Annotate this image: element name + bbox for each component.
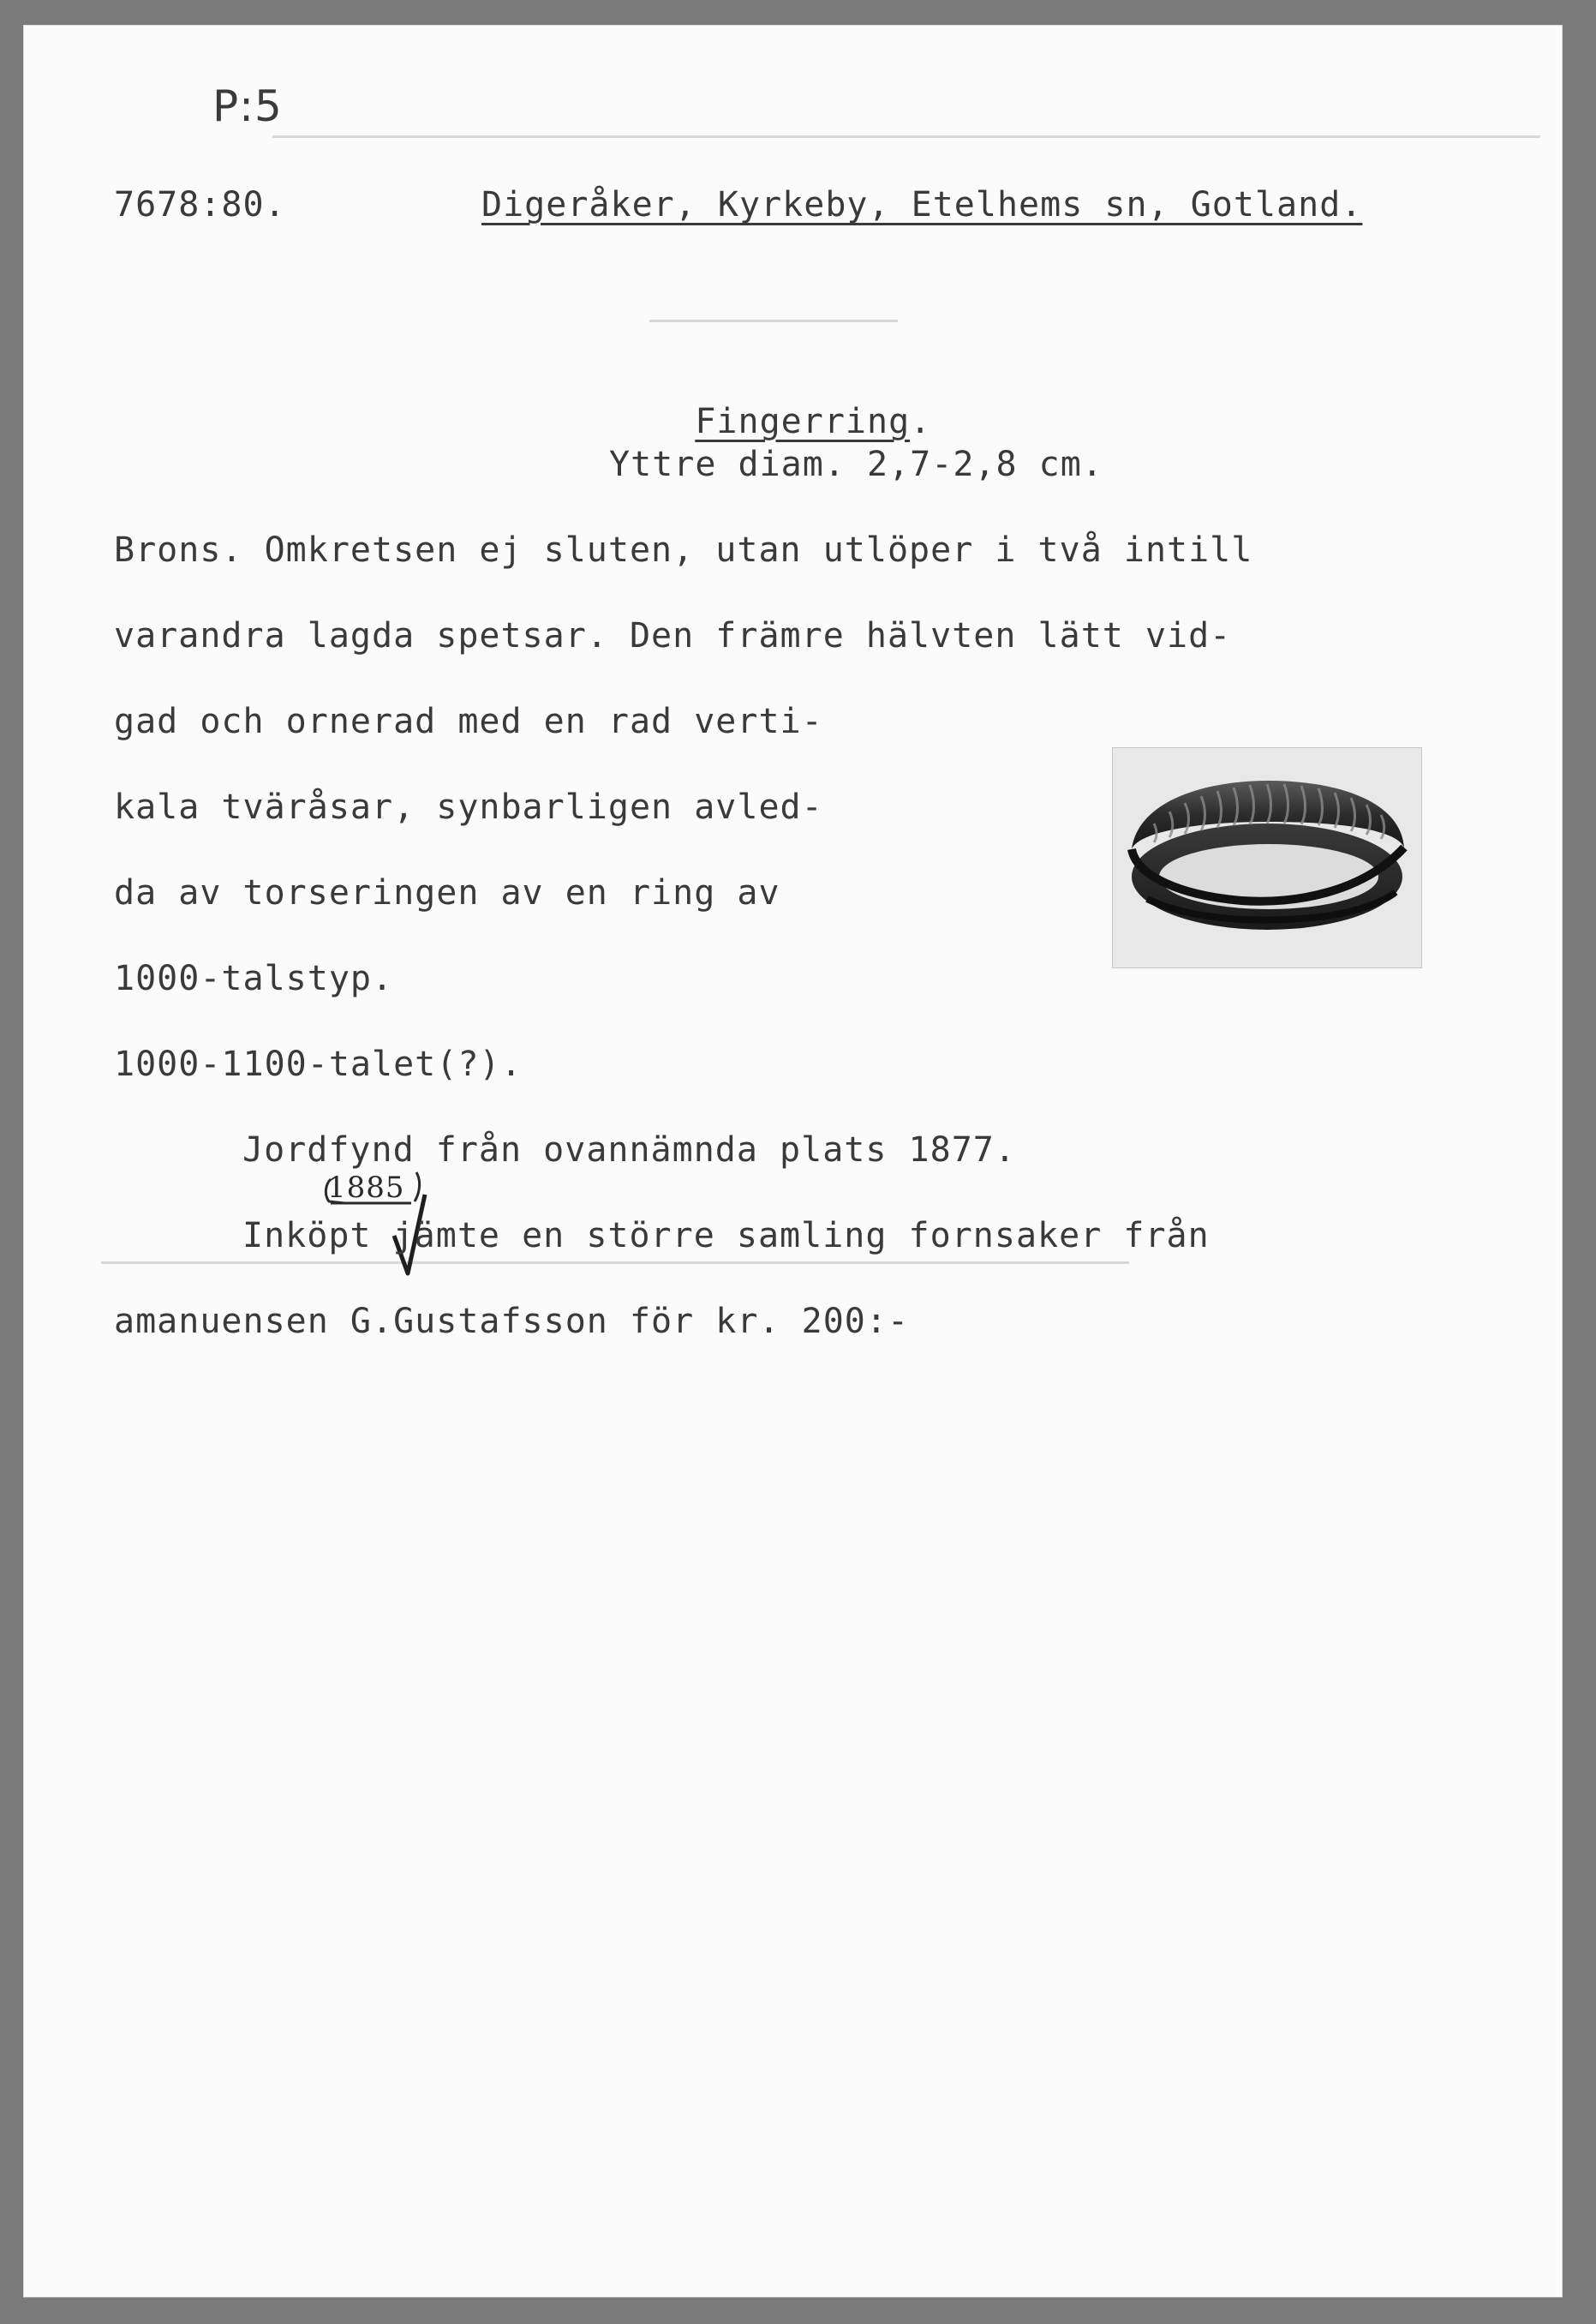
catalog-mark: P:5 [212,81,283,131]
ghost-line [272,135,1540,138]
acquisition-line-2: amanuensen G.Gustafsson för kr. 200:- [114,1302,910,1341]
catalog-card [24,26,1562,2297]
ring-photograph [1112,747,1422,968]
finger-ring-image [1113,748,1421,967]
handwritten-year: 1885 [327,1171,405,1205]
find-circumstances: Jordfynd från ovannämnda plats 1877. [242,1130,1016,1170]
find-location: Digeråker, Kyrkeby, Etelhems sn, Gotland. [481,185,1363,225]
dimensions: Yttre diam. 2,7-2,8 cm. [609,445,1103,484]
ghost-line [101,1261,1129,1264]
description-line: 1000-talstyp. [114,959,394,998]
acquisition-line: Inköpt jämte en större samling fornsaker från [242,1216,1210,1255]
object-title: Fingerring [695,402,911,441]
description-line: kala tväråsar, synbarligen avled- [114,788,823,827]
description-line: varandra lagda spetsar. Den främre hälvten lätt vid- [114,616,1232,656]
ghost-line [649,320,898,322]
inventory-number: 7678:80. [114,185,286,225]
dating: 1000-1100-talet(?). [114,1045,523,1084]
description-line: da av torseringen av en ring av [114,873,780,913]
object-title-period: . [910,402,932,441]
description-line: gad och ornerad med en rad verti- [114,702,823,741]
description-line: Brons. Omkretsen ej sluten, utan utlöper i två intill [114,530,1253,570]
